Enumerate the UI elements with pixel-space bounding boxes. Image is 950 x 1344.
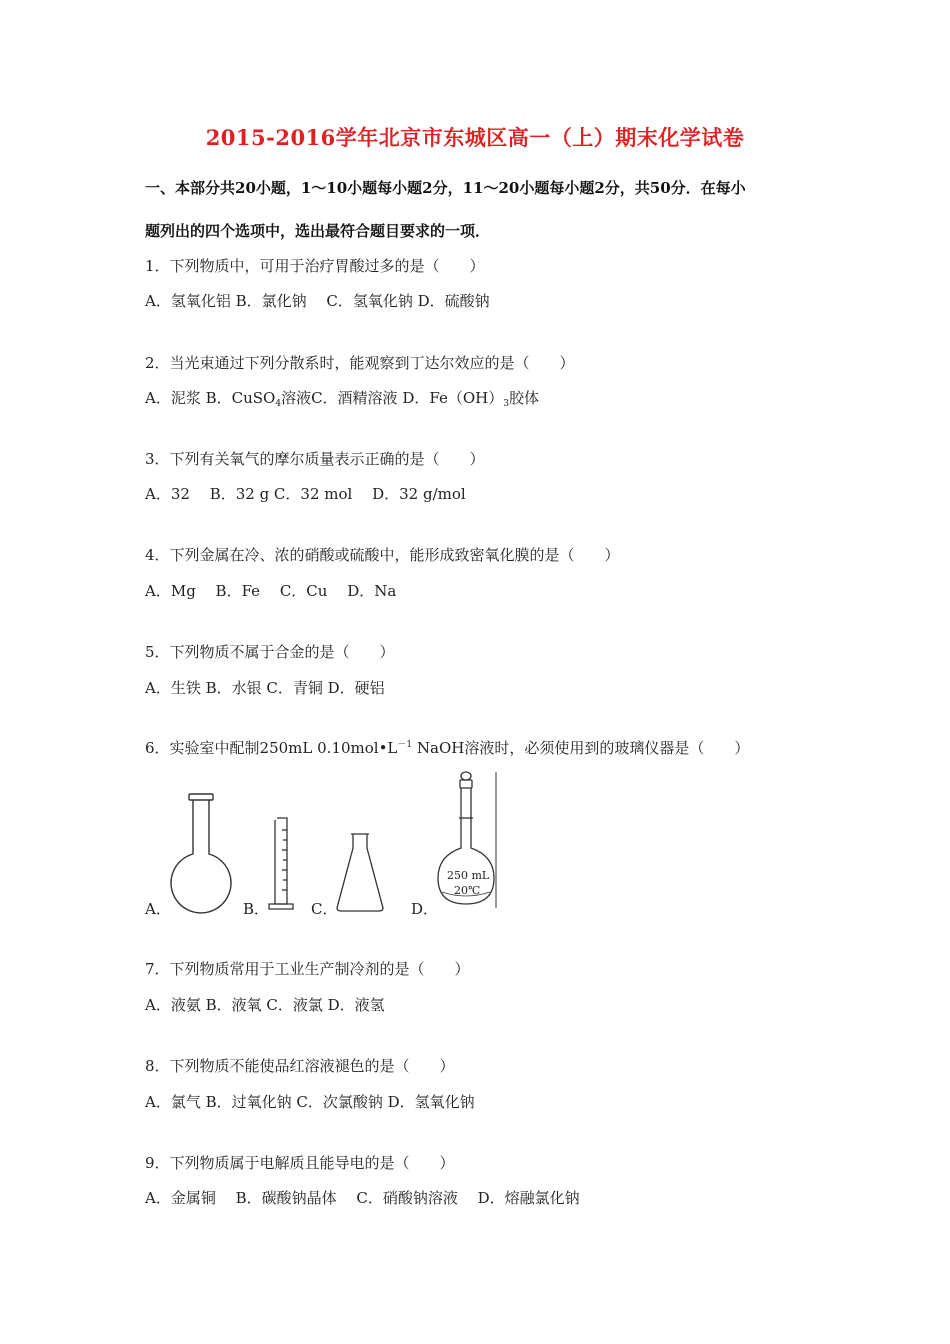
q2-option-text-c: 胶体 [508, 389, 539, 407]
q6-superscript: －1 [397, 740, 413, 750]
flask-temperature-label: 20℃ [454, 884, 481, 897]
round-bottom-flask-icon [166, 792, 238, 918]
question-9-options: A．金属铜 B．碳酸钠晶体 C．硝酸钠溶液 D．熔融氯化钠 [145, 1189, 580, 1207]
q6-stem-text-a: 6．实验室中配制250mL 0.10mol•L [145, 739, 398, 757]
q6-label-d: D． [411, 900, 439, 918]
question-4-stem: 4．下列金属在冷、浓的硝酸或硫酸中，能形成致密氧化膜的是（ ） [145, 546, 620, 564]
question-9-stem: 9．下列物质属于电解质且能导电的是（ ） [145, 1154, 455, 1172]
question-4-options: A．Mg B．Fe C．Cu D．Na [145, 582, 397, 600]
question-5-stem: 5．下列物质不属于合金的是（ ） [145, 643, 395, 661]
section-instructions-line1: 一、本部分共20小题，1～10小题每小题2分，11～20小题每小题2分，共50分．在每小 [145, 179, 746, 197]
question-7-options: A．液氨 B．液氧 C．液氯 D．液氢 [145, 996, 385, 1014]
q2-subscript-3: 3 [503, 399, 509, 409]
q6-label-c: C． [311, 900, 338, 918]
q6-label-a: A． [145, 900, 171, 918]
q2-subscript-4: 4 [275, 399, 282, 409]
question-2-stem: 2．当光束通过下列分散系时，能观察到丁达尔效应的是（ ） [145, 354, 575, 372]
q6-stem-text-b: NaOH溶液时，必须使用到的玻璃仪器是（ ） [412, 739, 750, 757]
question-7-stem: 7．下列物质常用于工业生产制冷剂的是（ ） [145, 960, 470, 978]
graduated-cylinder-icon [266, 816, 300, 912]
section-instructions-line2: 题列出的四个选项中，选出最符合题目要求的一项． [145, 222, 491, 240]
question-8-stem: 8．下列物质不能使品红溶液褪色的是（ ） [145, 1057, 455, 1075]
q2-option-text-b: 溶液C．酒精溶液 D．Fe（OH） [281, 389, 504, 407]
question-1-stem: 1．下列物质中，可用于治疗胃酸过多的是（ ） [145, 257, 485, 275]
question-3-stem: 3．下列有关氧气的摩尔质量表示正确的是（ ） [145, 450, 485, 468]
page-title: 2015-2016学年北京市东城区高一（上）期末化学试卷 [205, 125, 745, 150]
question-2-options [145, 387, 539, 409]
question-6-stem [145, 737, 749, 758]
q2-option-text-a: A．泥浆 B．CuSO [145, 389, 276, 407]
question-5-options: A．生铁 B．水银 C．青铜 D．硬铝 [145, 679, 385, 697]
q6-label-b: B． [243, 900, 270, 918]
conical-flask-icon [334, 832, 386, 914]
question-1-options: A．氢氧化铝 B．氯化钠 C．氢氧化钠 D．硫酸钠 [145, 292, 490, 310]
question-8-options: A．氯气 B．过氧化钠 C．次氯酸钠 D．氢氧化钠 [145, 1093, 475, 1111]
question-3-options: A．32 B．32 g C．32 mol D．32 g/mol [145, 485, 466, 503]
flask-volume-label: 250 mL [447, 869, 490, 882]
